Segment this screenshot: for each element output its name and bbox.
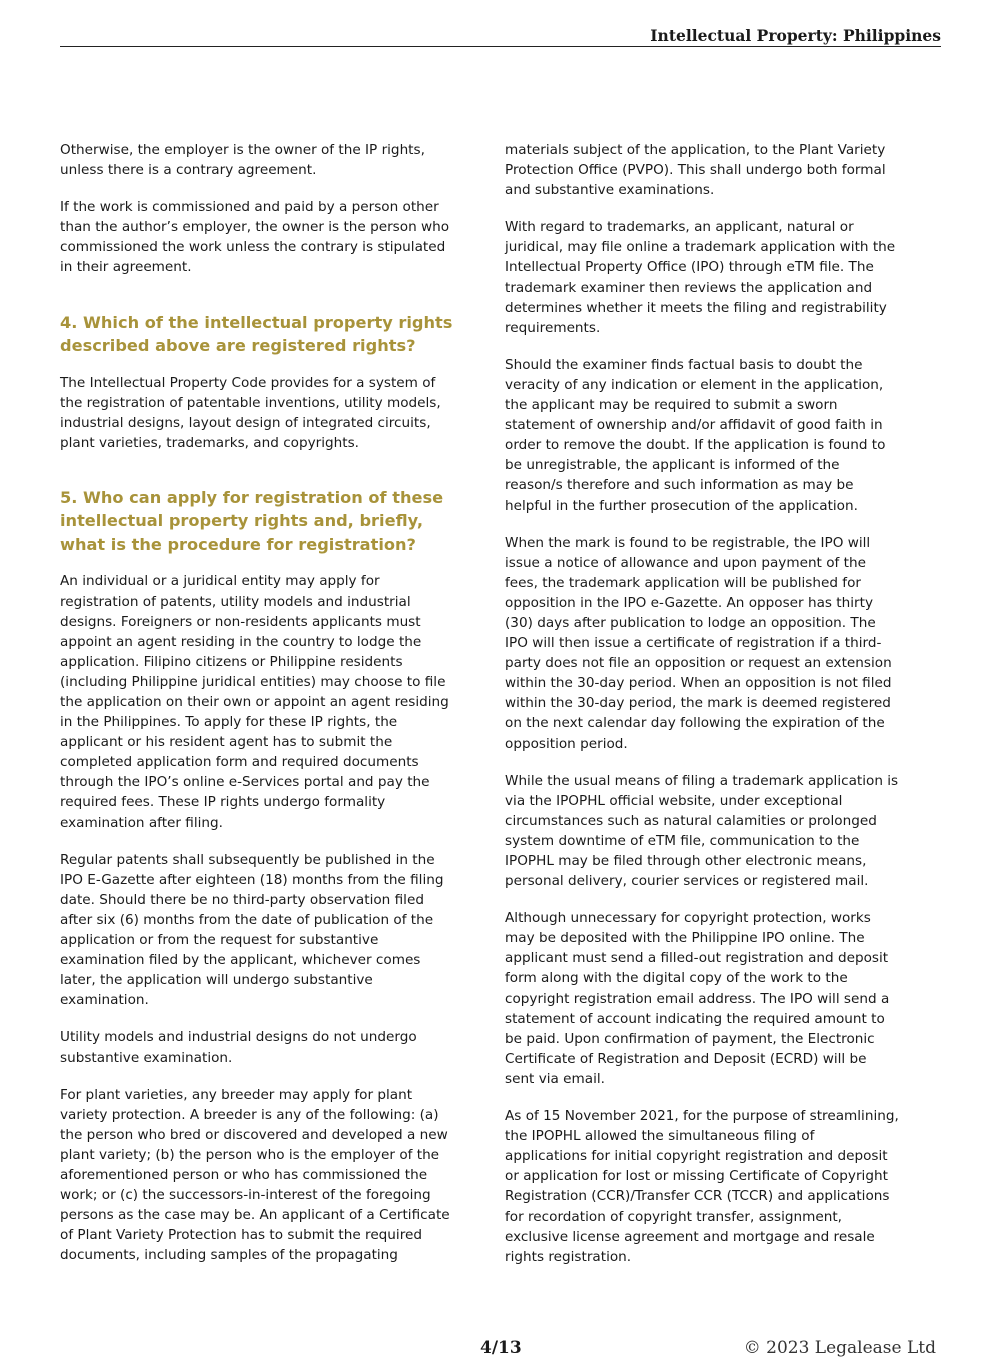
paragraph: Otherwise, the employer is the owner of the IP rights, unless there is a contrary agreement.: [60, 142, 425, 179]
page-number: 4/13: [480, 1338, 522, 1358]
paragraph: While the usual means of filing a trademark application is via the IPOPHL official website, under exceptional circumstances such as natural calamities or prolonged system downtime of eTM file, communication to the IPOPHL may be filed through other electronic means, personal delivery, courier services or registered mail.: [505, 772, 899, 890]
paragraph: materials subject of the application, to the Plant Variety Protection Office (PVPO). This shall undergo both formal and substantive examinations.: [505, 142, 886, 199]
paragraph: If the work is commissioned and paid by a person other than the author’s employer, the owner is the person who commissioned the work unless the contrary is stipulated in their agreement.: [60, 199, 450, 276]
paragraph: An individual or a juridical entity may apply for registration of patents, utility models and industrial designs. Foreigners or non-residents applicants must appoint an agent residing in the country to lodge the application. Filipino citizens or Philippine residents (including Philippine juridical entities) may choose to file the application on their own or appoint an agent residing in the Philippines. To apply for these IP rights, the applicant or his resident agent has to submit the completed application form and required documents through the IPO’s online e-Services portal and pay the required fees. These IP rights undergo formality examination after filing.: [60, 573, 449, 831]
left-column: [60, 140, 453, 1282]
paragraph: Regular patents shall subsequently be published in the IPO E-Gazette after eighteen (18) months from the filing date. Should there be no third-party observation filed after six (6) months from the date of publication of the application or from the request for substantive examination filed by the applicant, whichever comes later, the application will undergo substantive examination.: [60, 851, 444, 1009]
paragraph: For plant varieties, any breeder may apply for plant variety protection. A breeder is any of the following: (a) the person who bred or discovered and developed a new plant variety; (b) the person who is the employer of the aforementioned person or who has commissioned the work; or (c) the successors-in-interest of the foregoing persons as the case may be. An applicant of a Certificate of Plant Variety Protection has to submit the required documents, including samples of the propagating: [60, 1086, 450, 1264]
page-footer: [0, 1336, 1000, 1362]
section-heading-5: 5. Who can apply for registration of these intellectual property rights and, briefly, what is the procedure for registration?: [60, 487, 444, 554]
paragraph: As of 15 November 2021, for the purpose of streamlining, the IPOPHL allowed the simultaneous filing of applications for initial copyright registration and deposit or application for lost or missing Certificate of Copyright Registration (CCR)/Transfer CCR (TCCR) and applications for recordation of copyright transfer, assignment, exclusive license agreement and mortgage and resale rights registration.: [505, 1108, 899, 1265]
page-header: [60, 24, 941, 47]
right-column: [505, 140, 900, 1284]
paragraph: When the mark is found to be registrable, the IPO will issue a notice of allowance and upon payment of the fees, the trademark application will be published for opposition in the IPO e-Gazette. An opposer has thirty (30) days after publication to lodge an opposition. The IPO will then issue a certificate of registration if a third-party does not file an opposition or request an extension within the 30-day period. When an opposition is not filed within the 30-day period, the mark is deemed registered on the next calendar day following the expiration of the opposition period.: [505, 534, 892, 752]
paragraph: Should the examiner finds factual basis to doubt the veracity of any indication or element in the application, the applicant may be required to submit a sworn statement of ownership and/or affidavit of good faith in order to remove the doubt. If the application is found to be unregistrable, the applicant is informed of the reason/s therefore and such information as may be helpful in the further prosecution of the application.: [505, 356, 886, 514]
paragraph: Although unnecessary for copyright protection, works may be deposited with the Philippine IPO online. The applicant must send a filled-out registration and deposit form along with the digital copy of the work to the copyright registration email address. The IPO will send a statement of account indicating the required amount to be paid. Upon confirmation of payment, the Electronic Certificate of Registration and Deposit (ECRD) will be sent via email.: [505, 910, 890, 1087]
paragraph: Utility models and industrial designs do not undergo substantive examination.: [60, 1029, 417, 1066]
section-heading-4: 4. Which of the intellectual property rights described above are registered rights?: [60, 312, 453, 356]
copyright-notice: © 2023 Legalease Ltd: [743, 1338, 936, 1358]
running-header-title: Intellectual Property: Philippines: [650, 26, 941, 45]
paragraph: The Intellectual Property Code provides for a system of the registration of patentable inventions, utility models, industrial designs, layout design of integrated circuits, plant varieties, trademarks, and copyrights.: [60, 374, 441, 451]
paragraph: With regard to trademarks, an applicant, natural or juridical, may file online a trademark application with the Intellectual Property Office (IPO) through eTM file. The trademark examiner then reviews the application and determines whether it meets the filing and registrability requirements.: [505, 219, 896, 336]
